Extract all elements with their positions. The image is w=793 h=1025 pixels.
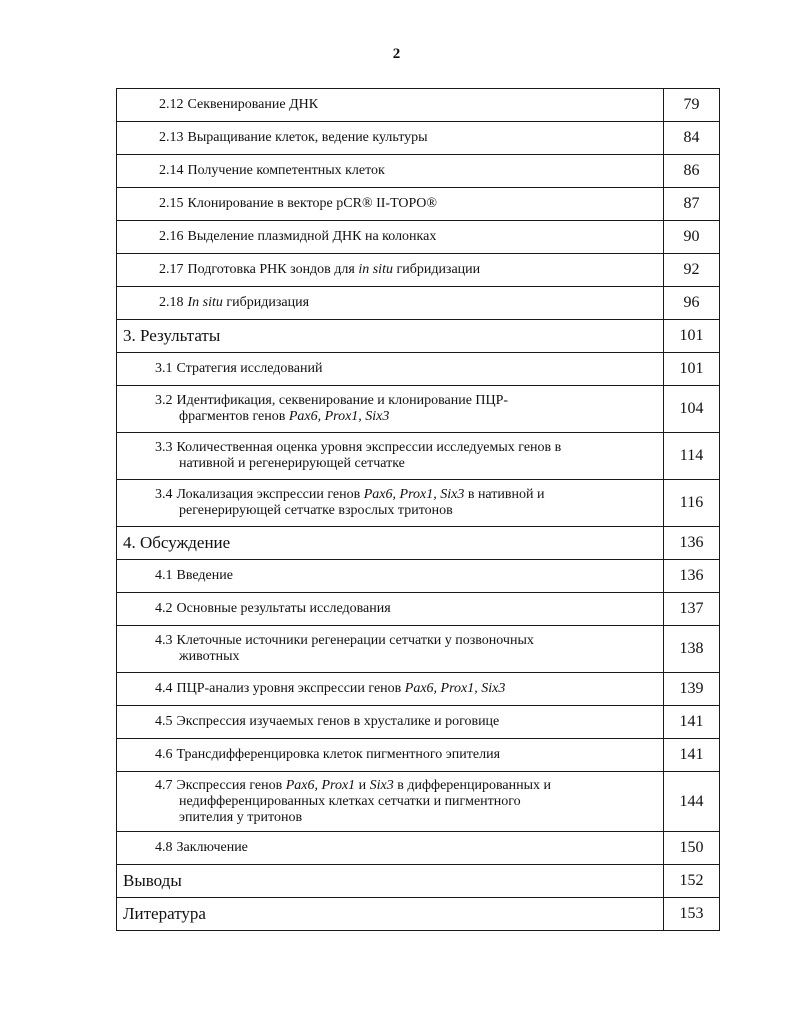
toc-chapter-row: [117, 320, 720, 353]
toc-chapter-title: Выводы: [117, 865, 664, 898]
toc-row: [117, 386, 720, 433]
toc-entry-title: 4.5 Экспрессия изучаемых генов в хрусталике и роговице: [117, 706, 664, 739]
toc-entry-page: 116: [664, 480, 720, 527]
toc-entry-page: 141: [664, 706, 720, 739]
toc-entry-page: 114: [664, 433, 720, 480]
toc-entry-page: 87: [664, 188, 720, 221]
toc-entry-page: 104: [664, 386, 720, 433]
toc-entry-title: 2.13 Выращивание клеток, ведение культуры: [117, 122, 664, 155]
toc-entry-page: 144: [664, 772, 720, 832]
toc-entry-title: 2.15 Клонирование в векторе pCR® II-TOPO®: [117, 188, 664, 221]
toc-chapter-title: Литература: [117, 898, 664, 931]
toc-row: [117, 221, 720, 254]
toc-row: [117, 739, 720, 772]
toc-entry-page: 150: [664, 832, 720, 865]
toc-row: [117, 353, 720, 386]
toc-entry-page: 96: [664, 287, 720, 320]
toc-entry-title: 2.18 In situ гибридизация: [117, 287, 664, 320]
toc-chapter-row: [117, 898, 720, 931]
toc-entry-page: 141: [664, 739, 720, 772]
toc-entry-page: 101: [664, 320, 720, 353]
toc-row: [117, 155, 720, 188]
toc-entry-title: 4.7 Экспрессия генов Pax6, Prox1 и Six3 в дифференцированных и недифференцированных клетках сетчатки и пигментного эпителия у тритонов: [117, 772, 664, 832]
toc-entry-title: 4.2 Основные результаты исследования: [117, 593, 664, 626]
toc-entry-page: 84: [664, 122, 720, 155]
toc-entry-page: 153: [664, 898, 720, 931]
toc-entry-title: 2.14 Получение компетентных клеток: [117, 155, 664, 188]
toc-row: [117, 188, 720, 221]
toc-row: [117, 673, 720, 706]
toc-row: [117, 772, 720, 832]
toc-entry-page: 90: [664, 221, 720, 254]
toc-chapter-title: 4. Обсуждение: [117, 527, 664, 560]
toc-row: [117, 287, 720, 320]
toc-entry-page: 139: [664, 673, 720, 706]
toc-entry-title: 4.4 ПЦР-анализ уровня экспрессии генов Pax6, Prox1, Six3: [117, 673, 664, 706]
toc-entry-title: 3.2 Идентификация, секвенирование и клонирование ПЦР- фрагментов генов Pax6, Prox1, Six3: [117, 386, 664, 433]
toc-row: [117, 593, 720, 626]
toc-entry-page: 136: [664, 560, 720, 593]
toc-entry-title: 4.8 Заключение: [117, 832, 664, 865]
toc-chapter-row: [117, 527, 720, 560]
toc-entry-title: 2.17 Подготовка РНК зондов для in situ гибридизации: [117, 254, 664, 287]
toc-entry-page: 136: [664, 527, 720, 560]
toc-entry-page: 138: [664, 626, 720, 673]
toc-row: [117, 433, 720, 480]
toc-entry-page: 79: [664, 89, 720, 122]
toc-entry-page: 152: [664, 865, 720, 898]
toc-entry-page: 92: [664, 254, 720, 287]
toc-entry-title: 3.3 Количественная оценка уровня экспрессии исследуемых генов в нативной и регенерирующей сетчатке: [117, 433, 664, 480]
toc-entry-title: 3.1 Стратегия исследований: [117, 353, 664, 386]
toc-row: [117, 480, 720, 527]
toc-entry-title: 3.4 Локализация экспрессии генов Pax6, Prox1, Six3 в нативной и регенерирующей сетчатке взрослых тритонов: [117, 480, 664, 527]
toc-entry-page: 86: [664, 155, 720, 188]
toc-row: [117, 832, 720, 865]
toc-entry-page: 101: [664, 353, 720, 386]
toc-row: [117, 706, 720, 739]
toc-row: [117, 254, 720, 287]
toc-entry-title: 4.6 Трансдифференцировка клеток пигментного эпителия: [117, 739, 664, 772]
toc-chapter-title: 3. Результаты: [117, 320, 664, 353]
toc-entry-page: 137: [664, 593, 720, 626]
toc-row: [117, 626, 720, 673]
toc-entry-title: 4.3 Клеточные источники регенерации сетчатки у позвоночных животных: [117, 626, 664, 673]
page-number: 2: [392, 46, 401, 62]
toc-row: [117, 89, 720, 122]
toc-entry-title: 2.16 Выделение плазмидной ДНК на колонках: [117, 221, 664, 254]
toc-row: [117, 122, 720, 155]
toc-chapter-row: [117, 865, 720, 898]
table-of-contents: [116, 88, 720, 931]
toc-entry-title: 4.1 Введение: [117, 560, 664, 593]
toc-row: [117, 560, 720, 593]
toc-entry-title: 2.12 Секвенирование ДНК: [117, 89, 664, 122]
